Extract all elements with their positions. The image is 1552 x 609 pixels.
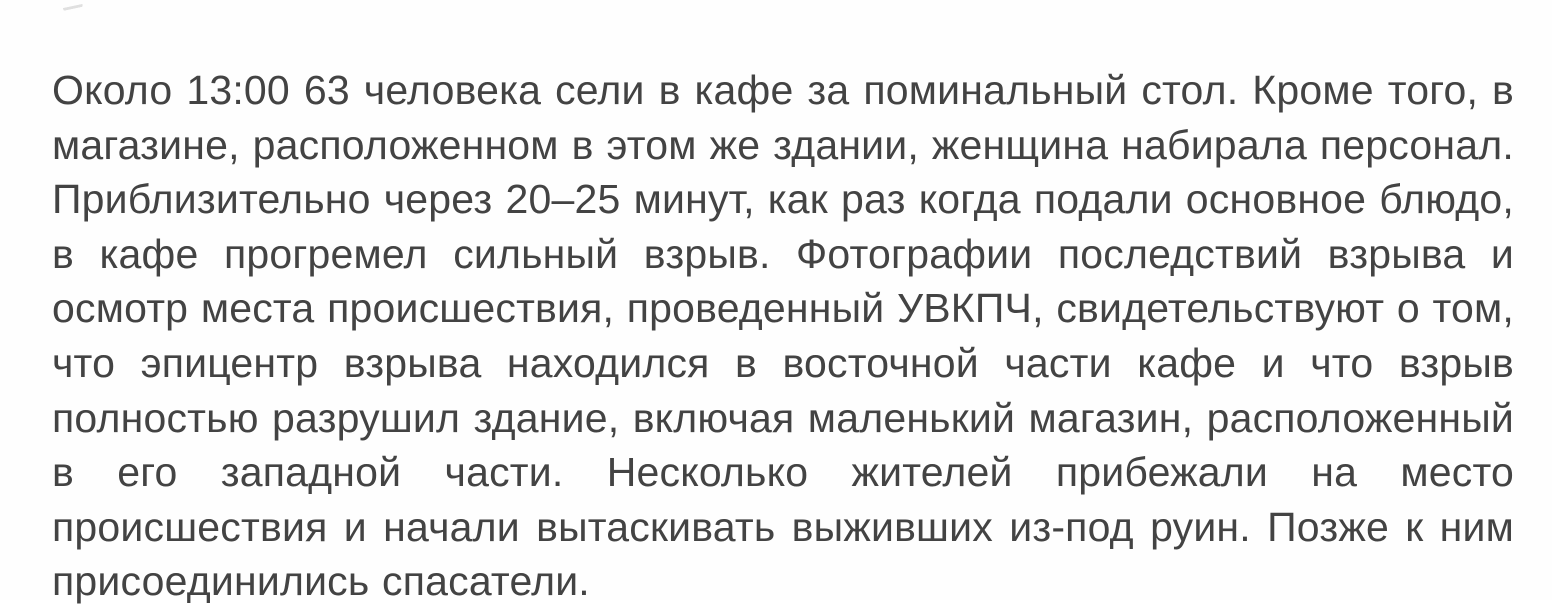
scan-artifact [61,0,83,11]
paragraph-text: Около 13:00 63 человека сели в кафе за поминальный стол. Кроме того, в магазине, расположенном в этом же здании, женщина набирала персонал. Приблизительно через 20–25 минут, как раз когда подали основное блюдо, в кафе прогремел сильный взрыв. Фотографии последствий взрыва и осмотр места происшествия, проведенный УВКПЧ, свидетельствуют о том, что эпицентр взрыва находился в восточной части кафе и что взрыв полностью разрушил здание, включая маленький магазин, расположенный в его западной части. Несколько жителей прибежали на место происшествия и начали вытаскивать выживших из-под руин. Позже к ним присоединились спасатели. [52,67,1514,605]
